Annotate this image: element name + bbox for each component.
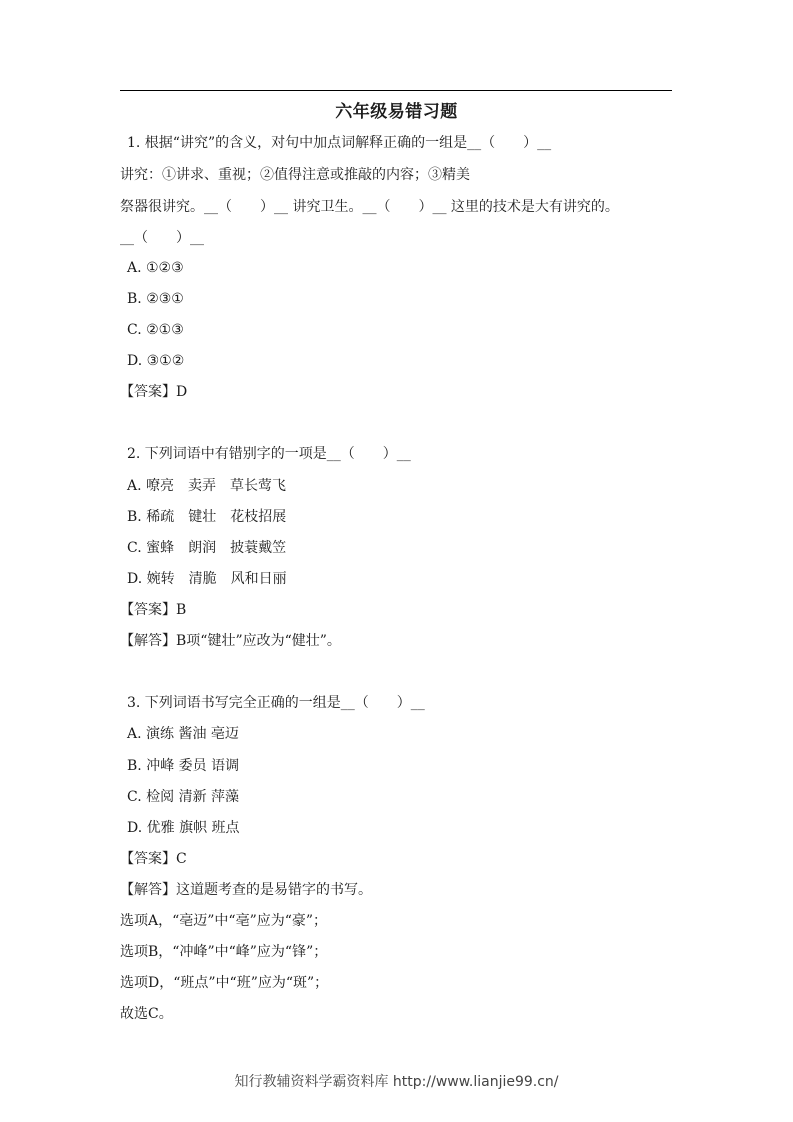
question-3-explanation: 故选C。	[120, 1006, 173, 1022]
question-3-explanation: 【解答】这道题考查的是易错字的书写。	[120, 882, 372, 898]
page-title: 六年级易错习题	[335, 102, 458, 122]
question-2-option-d: D. 婉转 清脆 风和日丽	[127, 571, 287, 587]
question-1-option-a: A. ①②③	[127, 260, 184, 276]
question-3-explanation: 选项D，“班点”中“班”应为“斑”；	[120, 975, 329, 991]
question-3-option-c: C. 检阅 清新 萍藻	[127, 789, 240, 805]
question-2-option-b: B. 稀疏 键壮 花枝招展	[127, 509, 287, 525]
question-3-explanation: 选项A，“亳迈”中“亳”应为“豪”；	[120, 913, 328, 929]
question-3-stem: 3. 下列词语书写完全正确的一组是__（ ）__	[127, 695, 425, 711]
question-1-option-d: D. ③①②	[127, 353, 185, 369]
question-2-stem: 2. 下列词语中有错别字的一项是__（ ）__	[127, 446, 411, 462]
question-1-answer: 【答案】D	[120, 384, 188, 400]
question-2-explanation: 【解答】B项“键壮”应改为“健壮”。	[120, 633, 341, 649]
question-2-answer: 【答案】B	[120, 602, 187, 618]
question-1-context-line: 讲究：①讲求、重视；②值得注意或推敲的内容；③精美	[120, 167, 470, 183]
question-3-option-d: D. 优雅 旗帜 班点	[127, 820, 240, 836]
question-1-context-line: __（ ）__	[120, 230, 204, 246]
question-3-option-b: B. 冲峰 委员 语调	[127, 758, 240, 774]
header-rule	[120, 90, 672, 91]
question-3-explanation: 选项B，“冲峰”中“峰”应为“锋”；	[120, 944, 328, 960]
question-2-option-c: C. 蜜蜂 朗润 披蓑戴笠	[127, 540, 287, 556]
question-1-context-line: 祭器很讲究。__（ ）__ 讲究卫生。__（ ）__ 这里的技术是大有讲究的。	[120, 199, 619, 215]
question-2-option-a: A. 嘹亮 卖弄 草长莺飞	[127, 478, 287, 494]
question-3-answer: 【答案】C	[120, 851, 187, 867]
question-1-option-c: C. ②①③	[127, 322, 184, 338]
question-1-option-b: B. ②③①	[127, 291, 184, 307]
question-3-option-a: A. 演练 酱油 亳迈	[127, 726, 239, 742]
question-1-stem: 1. 根据“讲究”的含义，对句中加点词解释正确的一组是__（ ）__	[127, 135, 552, 151]
footer-source-link[interactable]: 知行教辅资料学霸资料库 http://www.lianjie99.cn/	[234, 1074, 559, 1090]
